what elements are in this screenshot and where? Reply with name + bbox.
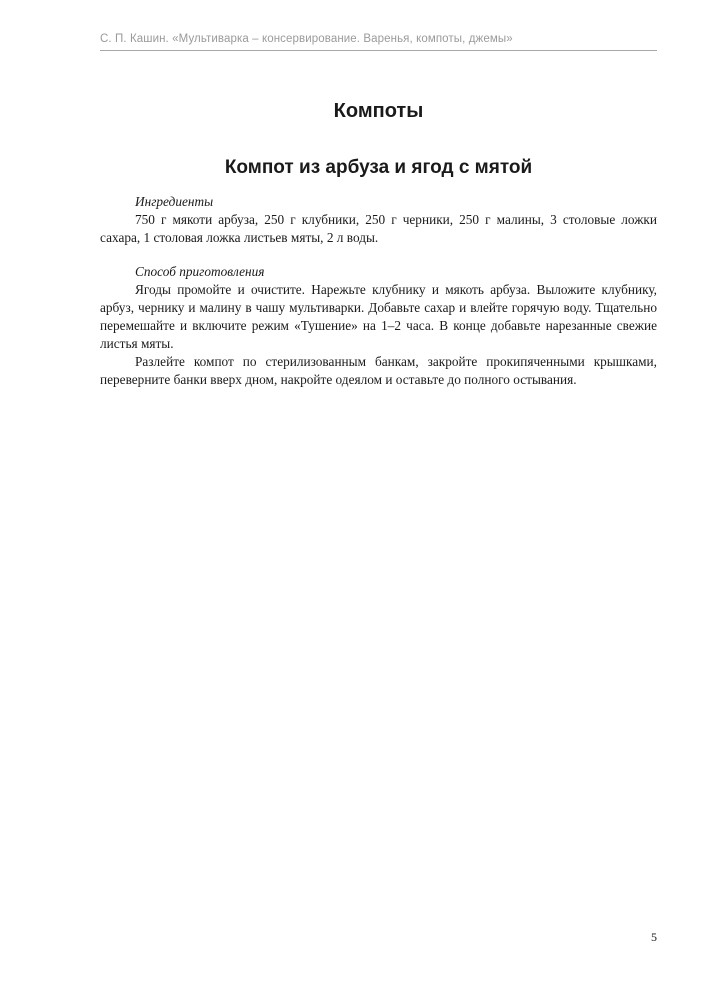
- ingredients-label: Ингредиенты: [135, 194, 214, 209]
- recipe-title: Компот из арбуза и ягод с мятой: [224, 157, 533, 178]
- ingredients-text: 750 г мякоти арбуза, 250 г клубники, 250 г черники, 250 г малины, 3 столовые ложки сахара, 1 столовая ложка листьев мяты, 2 л воды.: [100, 212, 657, 245]
- chapter-title: Компоты: [333, 100, 424, 122]
- running-header: С. П. Кашин. «Мультиварка – консервирование. Варенья, компоты, джемы»: [100, 33, 513, 45]
- method-label: Способ приготовления: [135, 264, 265, 279]
- ingredients-section: [100, 193, 657, 247]
- method-paragraph-2: Разлейте компот по стерилизованным банкам, закройте прокипяченными крышками, переверните банки вверх дном, накройте одеялом и оставьте до полного остывания.: [100, 354, 657, 387]
- method-paragraph-1: Ягоды промойте и очистите. Нарежьте клубнику и мякоть арбуза. Выложите клубнику, арбуз, чернику и малину в чашу мультиварки. Добавьте сахар и влейте горячую воду. Тщательно перемешайте и включите режим «Тушение» на 1–2 часа. В конце добавьте нарезанные свежие листья мяты.: [100, 282, 657, 351]
- header-divider: [100, 50, 657, 51]
- page-number: 5: [651, 930, 657, 944]
- method-section: [100, 263, 657, 389]
